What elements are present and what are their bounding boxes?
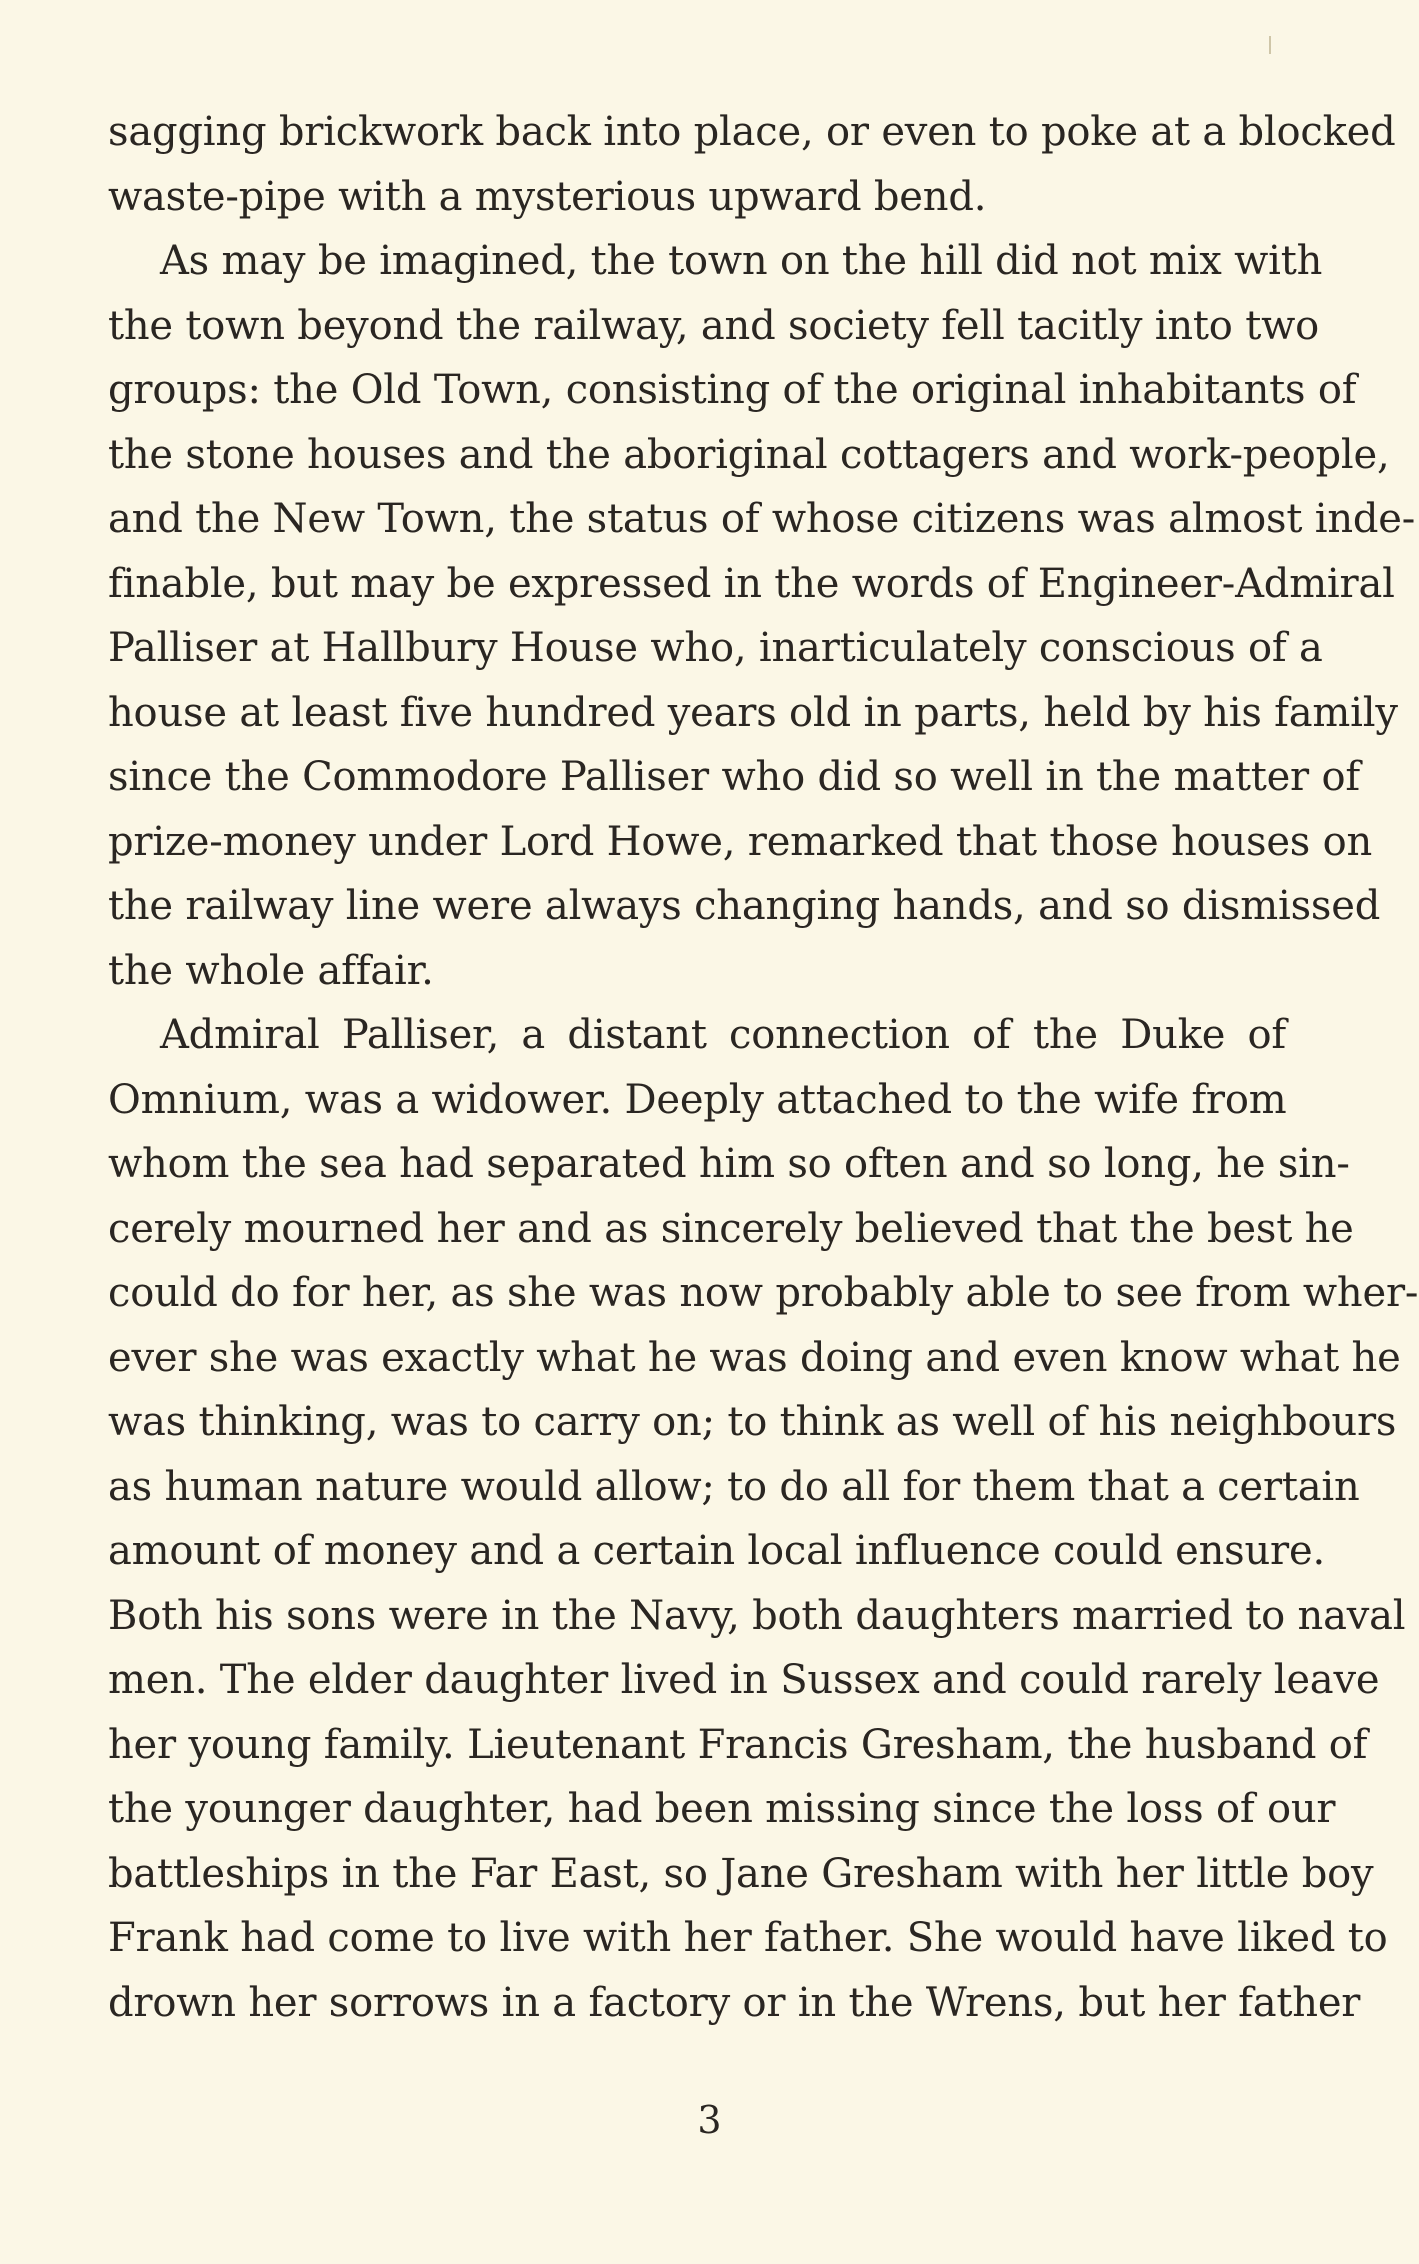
scan-mark [1269, 36, 1271, 54]
body-text [108, 100, 1419, 2035]
text-line: Palliser at Hallbury House who, inarticulately conscious of a [108, 625, 1323, 671]
text-line: As may be imagined, the town on the hill did not mix with [160, 238, 1323, 284]
text-line: cerely mourned her and as sincerely believed that the best he [108, 1205, 1354, 1252]
text-line: men. The elder daughter lived in Sussex and could rarely leave [108, 1657, 1380, 1703]
text-line: finable, but may be expressed in the words of Engineer-Admiral [108, 560, 1395, 607]
text-line: as human nature would allow; to do all for them that a certain [108, 1463, 1360, 1510]
text-line: the whole affair. [108, 947, 434, 994]
text-line: the stone houses and the aboriginal cottagers and work-people, [108, 431, 1390, 478]
text-line: amount of money and a certain local influence could ensure. [108, 1528, 1325, 1574]
text-line: Omnium, was a widower. Deeply attached to the wife from [108, 1076, 1287, 1123]
text-line: Both his sons were in the Navy, both daughters married to naval [108, 1592, 1406, 1639]
text-line: her young family. Lieutenant Francis Gresham, the husband of [108, 1721, 1368, 1768]
text-line: battleships in the Far East, so Jane Gresham with her little boy [108, 1850, 1374, 1897]
text-line: the railway line were always changing hands, and so dismissed [108, 883, 1381, 929]
text-line: was thinking, was to carry on; to think as well of his neighbours [108, 1399, 1397, 1445]
text-line: waste-pipe with a mysterious upward bend. [108, 173, 987, 220]
text-line: could do for her, as she was now probably able to see from wher- [108, 1270, 1419, 1316]
text-line: prize-money under Lord Howe, remarked that those houses on [108, 818, 1373, 865]
text-line: whom the sea had separated him so often and so long, he sin- [108, 1141, 1350, 1187]
text-line: the town beyond the railway, and society fell tacitly into two [108, 302, 1319, 349]
text-line: groups: the Old Town, consisting of the original inhabitants of [108, 367, 1357, 413]
text-line: house at least five hundred years old in parts, held by his family [108, 689, 1398, 736]
text-line: the younger daughter, had been missing since the loss of our [108, 1786, 1336, 1832]
text-line: ever she was exactly what he was doing and even know what he [108, 1334, 1401, 1381]
text-line: Frank had come to live with her father. She would have liked to [108, 1915, 1388, 1961]
text-line: drown her sorrows in a factory or in the Wrens, but her father [108, 1979, 1361, 2026]
text-line: since the Commodore Palliser who did so well in the matter of [108, 754, 1360, 800]
text-line: and the New Town, the status of whose citizens was almost inde- [108, 496, 1416, 542]
text-line: Admiral Palliser, a distant connection of the Duke of [160, 1012, 1286, 1058]
text-line: sagging brickwork back into place, or even to poke at a blocked [108, 109, 1396, 155]
page-number: 3 [697, 2098, 722, 2142]
